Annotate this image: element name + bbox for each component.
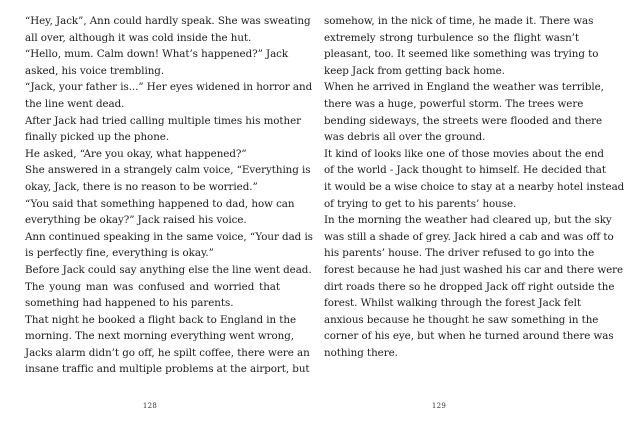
text-line: Ann continued speaking in the same voice, “Your dad is [25, 230, 313, 243]
text-line: of trying to get to his parents’ house. [324, 197, 517, 210]
text-line: She answered in a strangely calm voice, “Everything is [25, 164, 311, 177]
text-line: dirt roads there so he dropped Jack off right outside the [324, 280, 615, 293]
text-line: somehow, in the nick of time, he made it. There was [324, 15, 594, 27]
text-line: there was a huge, powerful storm. The trees were [324, 97, 584, 110]
text-line: it would be a wise choice to stay at a nearby hotel instead [324, 180, 624, 193]
text-line: Before Jack could say anything else the line went dead. [25, 263, 312, 276]
text-line: was still a shade of grey. Jack hired a cab and was off to [324, 230, 614, 243]
text-line: corner of his eye, but when he turned around there was [324, 330, 614, 343]
text-line: is perfectly fine, everything is okay.” [25, 247, 214, 260]
text-line: “You said that something happened to dad, how can [25, 197, 295, 210]
text-line: okay, Jack, there is no reason to be worried.” [25, 180, 258, 193]
text-line: Jacks alarm didn’t go off, he spilt coffee, there were an [25, 346, 310, 359]
text-line: something had happened to his parents. [25, 297, 234, 310]
text-line: finally picked up the phone. [25, 131, 170, 144]
text-line: anxious because he thought he saw something in the [324, 313, 599, 326]
text-line: “Hey, Jack”, Ann could hardly speak. She was sweating [25, 15, 311, 27]
text-line: forest because he had just washed his car and there were [324, 263, 624, 276]
text-line: He asked, “Are you okay, what happened?” [25, 147, 247, 160]
text-line: “Hello, mum. Calm down! What’s happened?” Jack [25, 48, 289, 61]
text-line: After Jack had tried calling multiple times his mother [25, 114, 302, 127]
left-page-text [25, 13, 313, 378]
text-line: his parents’ house. The driver refused to go into the [324, 247, 595, 260]
text-line: was debris all over the ground. [324, 131, 486, 144]
text-line: keep Jack from getting back home. [324, 64, 505, 77]
left-page-number: 128 [142, 402, 158, 410]
text-line: In the morning the weather had cleared up, but the sky [324, 214, 612, 227]
text-line: all over, although it was cold inside the hut. [25, 31, 252, 44]
text-line: pleasant, too. It seemed like something was trying to [324, 48, 599, 61]
text-line: nothing there. [324, 346, 398, 359]
text-line: It kind of looks like one of those movies about the end [324, 147, 604, 160]
text-line: bending sideways, the streets were flooded and there [324, 114, 603, 127]
text-line: insane traffic and multiple problems at the airport, but [25, 363, 310, 376]
right-page [300, 0, 624, 424]
text-line: extremely strong turbulence so the flight wasn’t [324, 31, 579, 44]
text-line: That night he booked a flight back to England in the [25, 313, 296, 326]
right-page-number: 129 [431, 402, 447, 410]
text-line: the line went dead. [25, 97, 125, 110]
text-line: everything be okay?” Jack raised his voice. [25, 214, 247, 227]
right-page-text [324, 13, 624, 361]
text-line: When he arrived in England the weather was terrible, [324, 81, 604, 94]
text-line: The young man was confused and worried that [25, 280, 280, 293]
text-line: forest. Whilst walking through the forest Jack felt [324, 297, 581, 310]
text-line: of the world - Jack thought to himself. He decided that [324, 164, 606, 177]
text-line: morning. The next morning everything went wrong, [25, 330, 294, 343]
text-line: “Jack, your father is...” Her eyes widened in horror and [25, 81, 313, 94]
text-line: asked, his voice trembling. [25, 64, 165, 77]
